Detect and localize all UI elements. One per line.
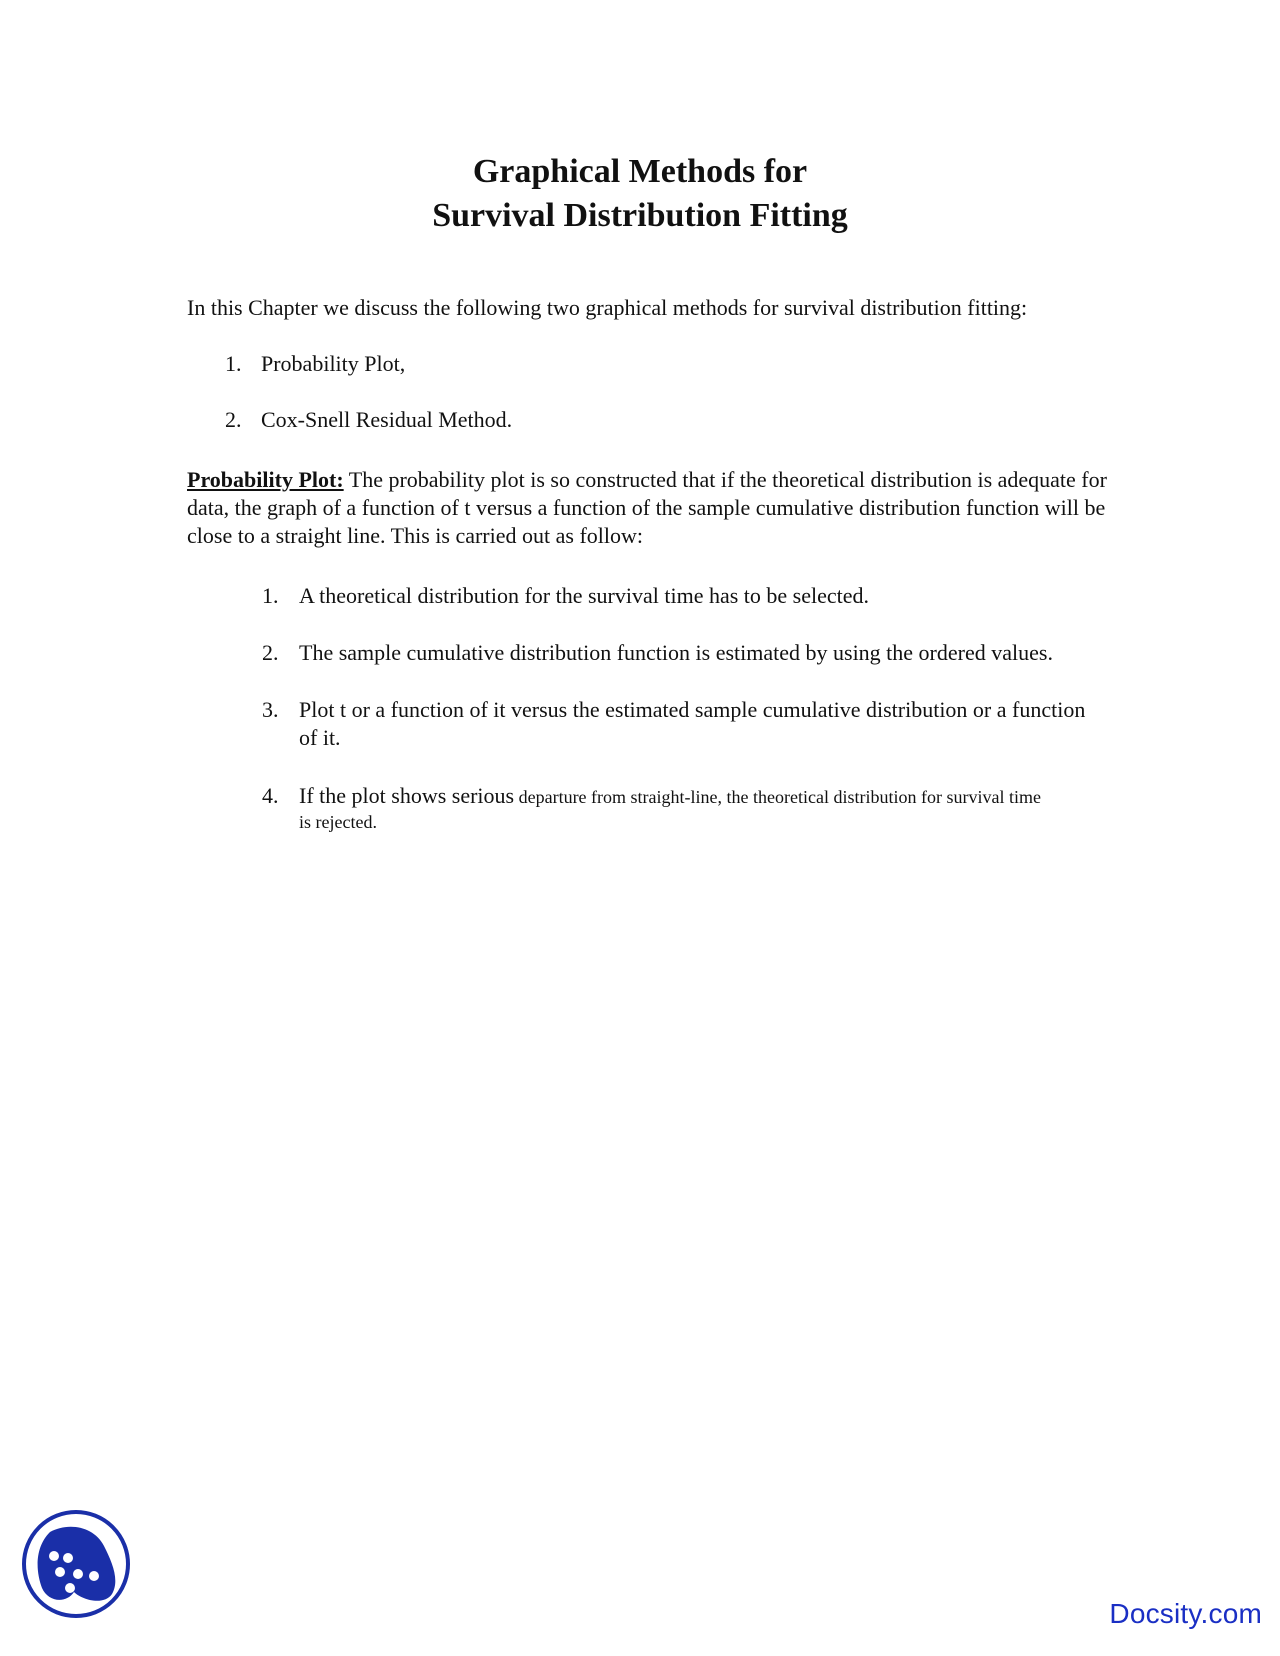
intro-paragraph: In this Chapter we discuss the following two graphical methods for survival distribution fitting: (187, 295, 1028, 320)
list-item-text-small: departure from straight-line, the theoretical distribution for survival time (514, 787, 1041, 807)
list-item-number: 2. (225, 407, 242, 432)
title-line-2: Survival Distribution Fitting (432, 197, 848, 234)
docsity-brand-text[interactable]: Docsity.com (1109, 1598, 1262, 1629)
document-title (0, 150, 1280, 238)
docsity-logo-icon (20, 1508, 132, 1620)
list-item-number: 1. (262, 583, 279, 608)
list-item-number: 2. (262, 640, 279, 665)
list-item-number: 4. (262, 783, 279, 808)
title-line-1: Graphical Methods for (472, 153, 808, 190)
list-item-text (299, 782, 1159, 833)
list-item-text: Probability Plot, (261, 351, 406, 376)
list-item-text-small-line2: is rejected. (299, 812, 377, 832)
list-item-number: 3. (262, 697, 279, 722)
list-item-text: A theoretical distribution for the survival time has to be selected. (299, 583, 870, 608)
probability-plot-paragraph (187, 466, 1147, 550)
list-item-number: 1. (225, 351, 242, 376)
list-item-text-large: If the plot shows serious (299, 783, 515, 808)
list-item-text: Cox-Snell Residual Method. (261, 407, 513, 432)
list-item-text: Plot t or a function of it versus the estimated sample cumulative distribution or a function of it. (299, 697, 1086, 750)
probability-plot-heading: Probability Plot: (187, 467, 344, 492)
list-item-text: The sample cumulative distribution function is estimated by using the ordered values. (299, 640, 1053, 665)
probability-plot-body: The probability plot is so constructed that if the theoretical distribution is adequate for data, the graph of a function of t versus a function of the sample cumulative distribution function will be close to a straight line. This is carried out as follow: (187, 467, 1107, 548)
